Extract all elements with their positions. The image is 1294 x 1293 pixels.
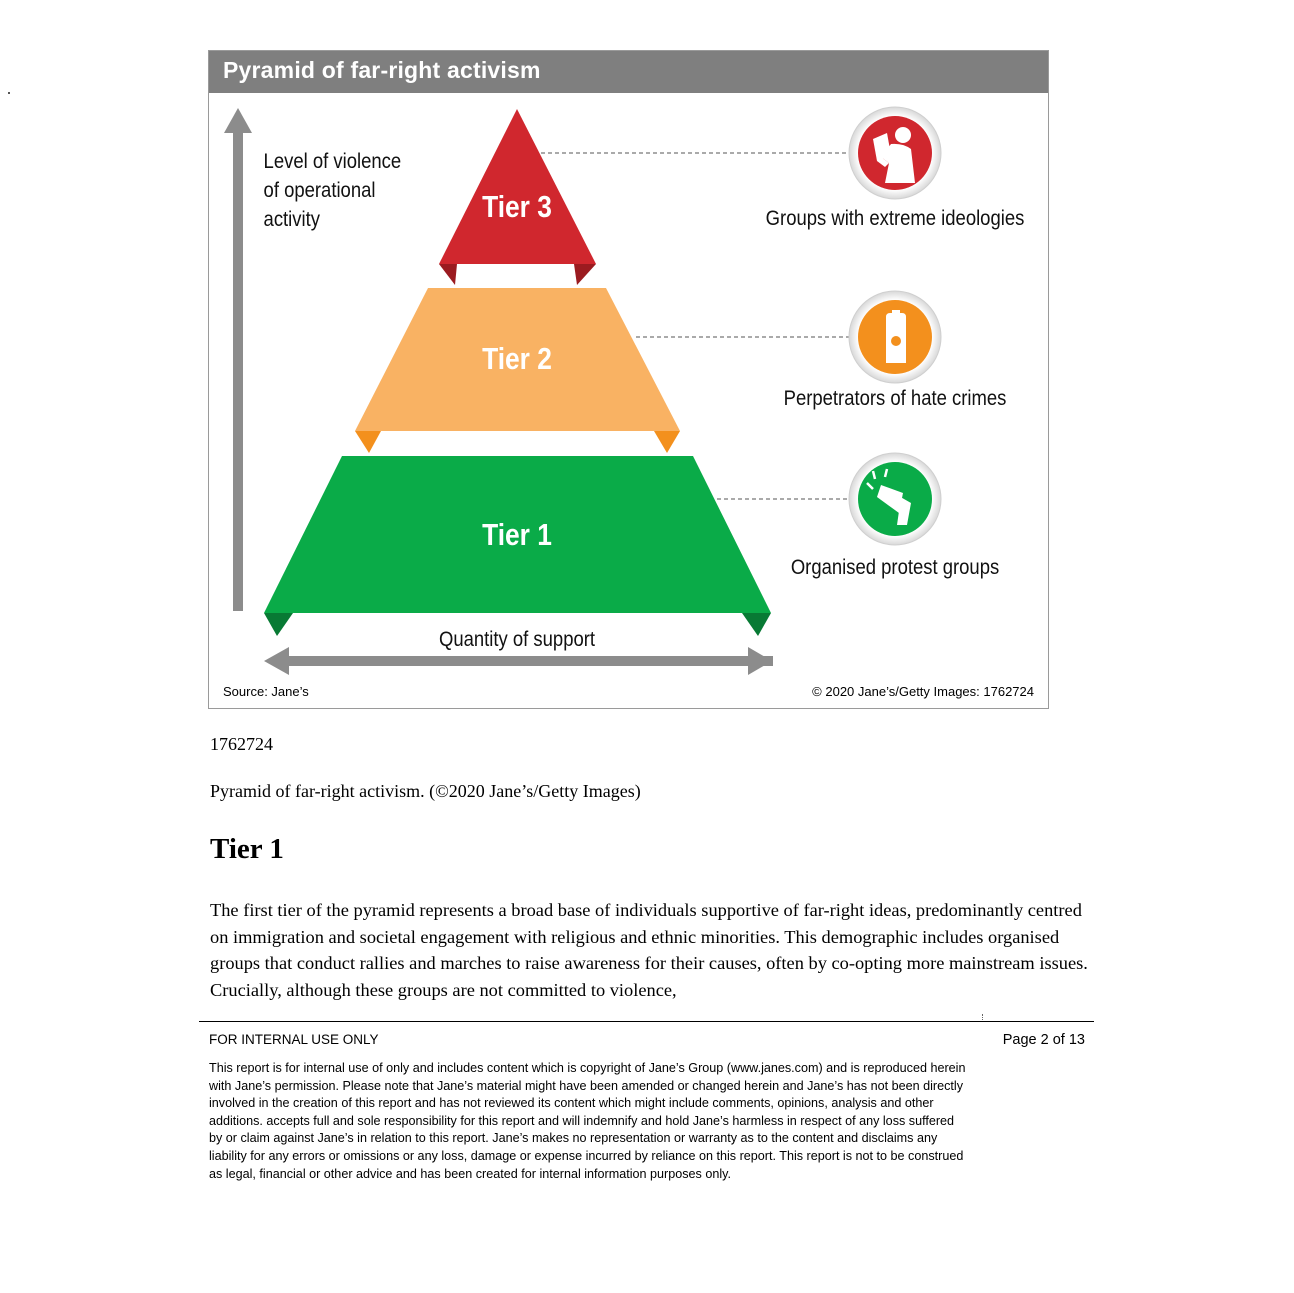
tier-1-description: Organised protest groups	[790, 555, 1000, 580]
page-number: Page 2 of 13	[1002, 1032, 1085, 1048]
tier-1-label: Tier 1	[482, 518, 552, 553]
tier-3-shape	[439, 109, 596, 264]
pyramid-figure	[208, 50, 1049, 709]
tier-2-description: Perpetrators of hate crimes	[783, 386, 1007, 411]
footer-tick-mark	[982, 1014, 983, 1020]
violence-axis-arrow	[224, 108, 252, 611]
y-axis-label-line: Level of violence	[263, 149, 402, 174]
figure-header	[209, 51, 1048, 93]
tier-3-label: Tier 3	[482, 190, 552, 225]
image-id: 1762724	[210, 734, 273, 754]
tier-3-block	[439, 109, 596, 285]
figure-copyright: © 2020 Jane’s/Getty Images: 1762724	[812, 684, 1034, 699]
tier-1-shade	[264, 613, 293, 636]
figure-source: Source: Jane’s	[223, 684, 309, 699]
figure-title: Pyramid of far-right activism	[223, 57, 541, 83]
tier-3-shade	[439, 264, 457, 285]
tier-3-description: Groups with extreme ideologies	[765, 206, 1025, 231]
section-heading: Tier 1	[210, 833, 284, 865]
y-axis-label-line: activity	[263, 207, 321, 232]
tier-2-shade	[355, 431, 381, 453]
body-paragraph: The first tier of the pyramid represents a broad base of individuals supportive of far-right ideas, predominantly centred on immigration and societal engagement with religious and ethnic minorities. This demographic includes organised groups that conduct rallies and marches to raise awareness for their causes, often by co-opting more mainstream issues. Crucially, although these groups are not committed to violence,	[210, 900, 1088, 1000]
y-axis-label-line: of operational	[263, 178, 376, 203]
tier-2-block	[355, 288, 680, 453]
tier-1-block	[264, 456, 771, 636]
megaphone-icon	[849, 453, 941, 545]
x-axis-label: Quantity of support	[438, 627, 596, 652]
tier-1-shade	[742, 613, 771, 636]
spray-can-icon	[849, 291, 941, 383]
classification-label: FOR INTERNAL USE ONLY	[209, 1032, 379, 1047]
disclaimer-text: This report is for internal use of only and includes content which is copyright of Jane’s Group (www.janes.com) and is reproduced herein with Jane’s permission. Please note that Jane’s material might have been amended or changed herein and Jane’s has not been directly involved in the creation of this report and has not reviewed its content which might include comments, opinions, analysis and other additions. accepts full and sole responsibility for this report and will indemnify and hold Jane’s harmless in respect of any loss suffered by or claim against Jane’s in relation to this report. Jane’s makes no representation or warranty as to the content and disclaims any liability for any errors or omissions or any loss, damage or expense incurred by reliance on this report. This report is not to be construed as legal, financial or other advice and has been created for internal information purposes only.	[209, 1061, 966, 1181]
stray-mark	[8, 92, 10, 94]
pyramid-graphic	[209, 51, 1048, 708]
tier-2-label: Tier 2	[482, 342, 552, 377]
figure-caption: Pyramid of far-right activism. (©2020 Jane’s/Getty Images)	[210, 781, 641, 801]
tier-3-shade	[574, 264, 596, 285]
tier-2-shade	[654, 431, 680, 453]
extremist-reading-icon	[849, 107, 941, 199]
footer-divider	[199, 1021, 1094, 1022]
y-axis-label	[264, 150, 407, 231]
